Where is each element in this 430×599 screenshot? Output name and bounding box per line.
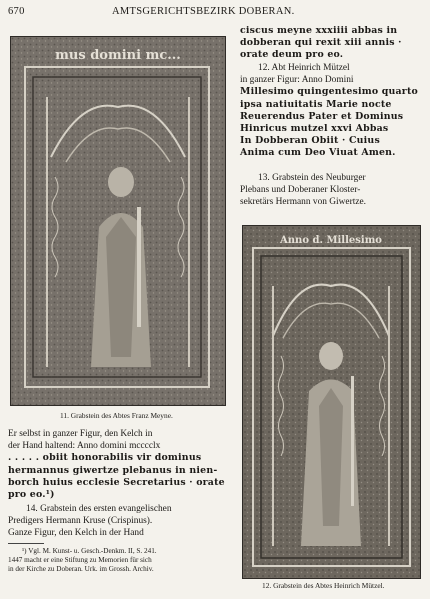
item-14-text: 14. Grabstein des ersten evangelischen Predigers Hermann Kruse (Crispinus). Ganze Figur, den Kelch in der Hand: [8, 504, 172, 539]
item-13-text: 13. Grabstein des Neuburger Plebans und Doberaner Kloster- sekretärs Hermann von Giwertze.: [240, 173, 366, 208]
running-title: AMTSGERICHTSBEZIRK DOBERAN.: [112, 6, 295, 17]
tombstone-image-heinrich-muetzel: [242, 225, 421, 579]
giwertze-inscription-text: Er selbst in ganzer Figur, den Kelch in der Hand haltend: Anno domini mcccclx . . . . . obiit honorabilis vir dominus hermannus giwertze plebanus in nien- borch huius ecclesie Secretarius · orate pro eo.¹): [8, 429, 225, 501]
item-12-text: 12. Abt Heinrich Mützel in ganzer Figur: Anno Domini Millesimo quingentesimo quarto ipsa natiuitatis Marie nocte Reuerendus Pater et Dominus Hinricus mutzel xxvi Abbas In Dobberan Obiit · Cuius Anima cum Deo Viuat Amen.: [240, 63, 418, 159]
page-number: 670: [8, 6, 25, 17]
footnote-divider: [8, 543, 44, 544]
tombstone-image-franz-meyne: [10, 36, 226, 406]
caption-left: 11. Grabstein des Abtes Franz Meyne.: [60, 411, 173, 420]
right-stone-inscription: Anno d. Millesimo: [280, 235, 382, 246]
left-stone-inscription: mus domini mc...: [55, 48, 181, 63]
footnote: ¹) Vgl. M. Kunst- u. Gesch.-Denkm. II, S. 241. 1447 macht er eine Stiftung zu Memorien für sich in der Kirche zu Doberan. Urk. im Grossh. Archiv.: [8, 547, 157, 573]
inscription-continuation: ciscus meyne xxxiiii abbas in dobberan qui rexit xiii annis · orate deum pro eo.: [240, 25, 402, 61]
caption-right: 12. Grabstein des Abtes Heinrich Mützel.: [262, 581, 385, 590]
